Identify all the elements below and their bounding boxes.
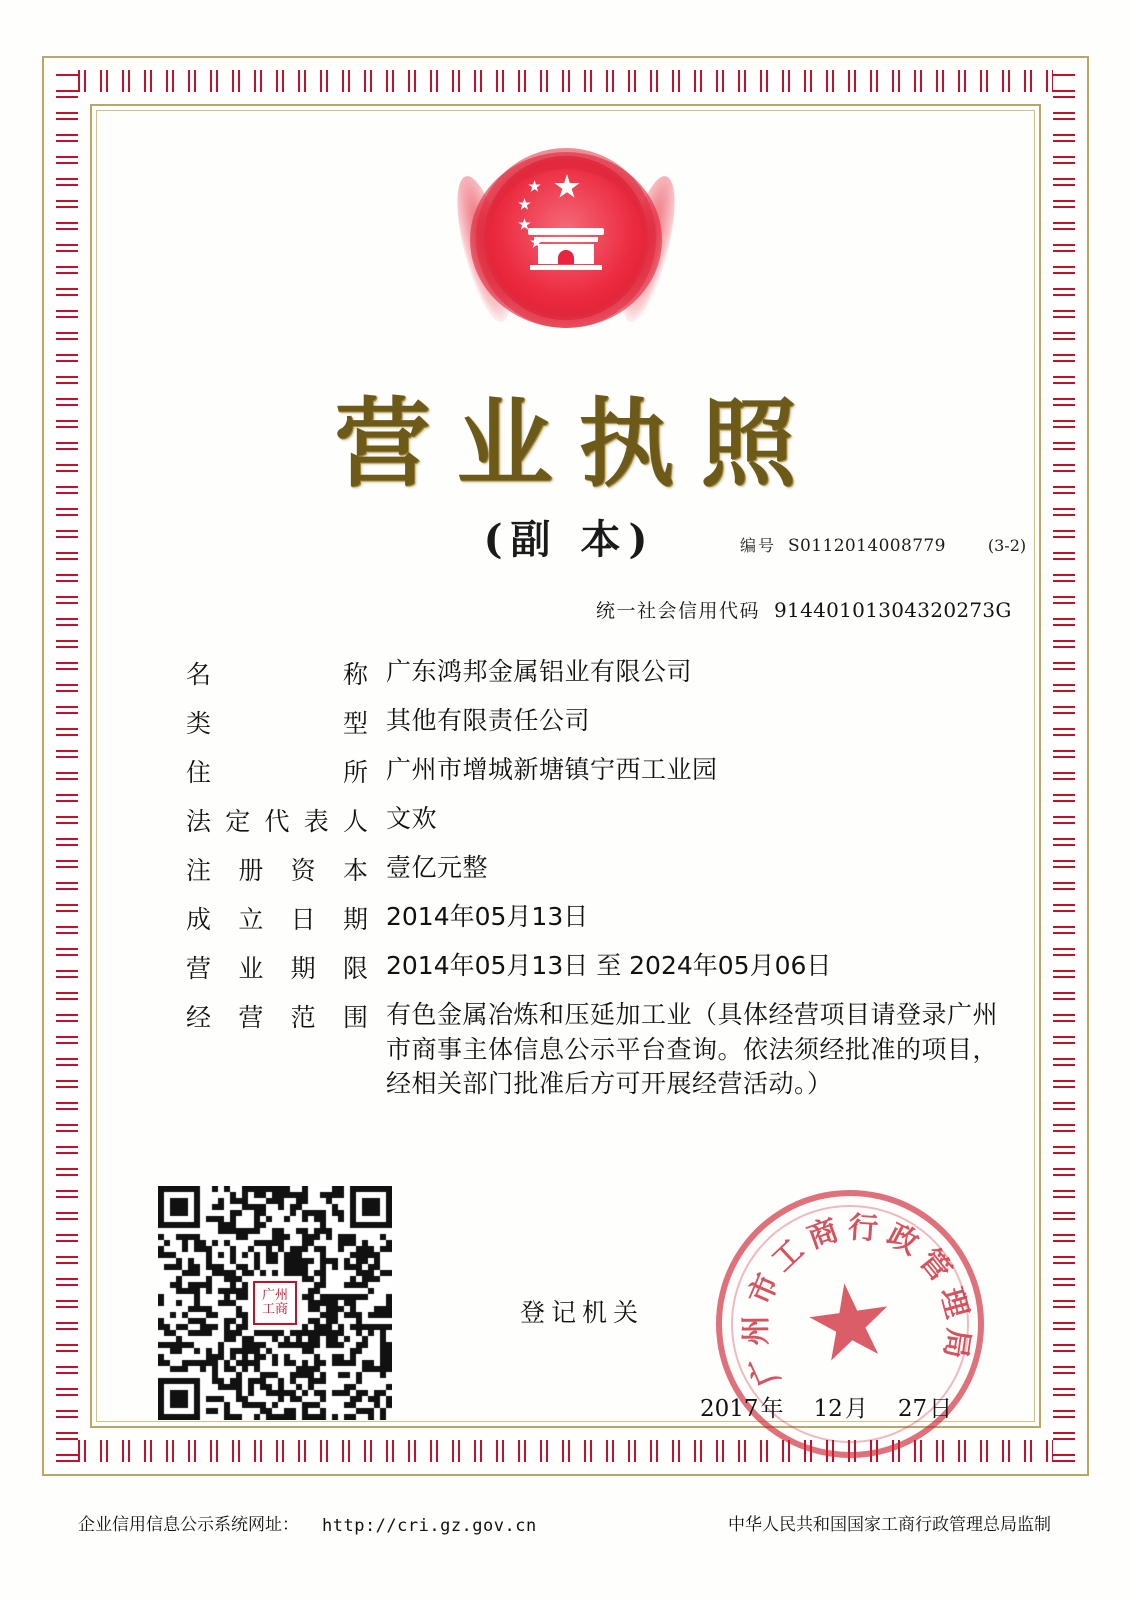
value-address: 广州市增城新塘镇宁西工业园: [386, 755, 718, 784]
field-row-business-term: [186, 949, 1016, 985]
serial-number-suffix: (3-2): [987, 536, 1027, 555]
emblem-tiananmen-icon: [528, 228, 604, 270]
serial-number-label: 编号: [740, 536, 777, 555]
label-company-type: 类 型: [186, 709, 368, 738]
issue-month: 12: [813, 1396, 843, 1422]
credit-code-value: 91440101304320273G: [774, 598, 1012, 622]
serial-number-value: S0112014008779: [788, 536, 946, 556]
issue-date: [700, 1390, 956, 1423]
issue-year: 2017: [700, 1396, 759, 1422]
credit-code-row: [596, 596, 1012, 623]
document-subtitle: (副 本): [483, 516, 656, 563]
border-band-left: [56, 70, 78, 1462]
value-business-term: 2014年05月13日 至 2024年05月06日: [386, 951, 832, 980]
issue-month-unit: 月: [844, 1396, 868, 1422]
serial-number-row: [740, 533, 1050, 556]
label-establish-date: 成 立 日 期: [186, 905, 368, 934]
qr-center-badge: [253, 1281, 297, 1325]
value-registered-capital: 壹亿元整: [386, 853, 489, 882]
credit-code-label: 统一社会信用代码: [596, 600, 761, 622]
field-row-address: [186, 753, 1016, 789]
qr-code[interactable]: [158, 1186, 392, 1420]
qr-center-line1: 广州: [261, 1288, 288, 1303]
field-row-company-name: [186, 655, 1016, 691]
national-emblem-icon: [466, 146, 666, 346]
document-title: 营业执照: [334, 387, 823, 500]
label-registered-capital: 注 册 资 本: [186, 856, 368, 885]
issue-day: 27: [897, 1396, 928, 1422]
qr-center-line2: 工商: [261, 1302, 288, 1317]
footer-url[interactable]: http://cri.gz.gov.cn: [322, 1516, 537, 1536]
issue-year-unit: 年: [760, 1396, 784, 1422]
field-row-business-scope: [186, 998, 1016, 1102]
license-fields: [186, 655, 1016, 1102]
label-business-scope: 经 营 范 围: [186, 1003, 368, 1032]
value-company-type: 其他有限责任公司: [386, 706, 591, 735]
official-red-seal: [699, 1173, 1002, 1476]
field-row-company-type: [186, 704, 1016, 740]
border-band-right: [1053, 70, 1075, 1462]
issue-day-unit: 日: [929, 1396, 953, 1422]
value-establish-date: 2014年05月13日: [386, 902, 589, 931]
field-row-legal-representative: [186, 802, 1016, 838]
footer-right-label: 中华人民共和国国家工商行政管理总局监制: [728, 1515, 1051, 1535]
label-address: 住 所: [186, 758, 368, 787]
value-company-name: 广东鸿邦金属铝业有限公司: [386, 657, 693, 686]
field-row-establish-date: [186, 900, 1016, 936]
label-company-name: 名 称: [186, 660, 368, 689]
registry-authority-label: 登记机关: [520, 1298, 645, 1327]
label-legal-representative: 法 定 代 表 人: [186, 807, 368, 836]
border-band-top: [56, 70, 1075, 92]
value-business-scope: 有色金属冶炼和压延加工业（具体经营项目请登录广州市商事主体信息公示平台查询。依法须经批准的项目，经相关部门批准后方可开展经营活动。）: [386, 1000, 999, 1098]
seal-text-ring: 广 州 市 工 商 行 政 管 理 局: [738, 1210, 976, 1392]
label-business-term: 营 业 期 限: [186, 954, 368, 983]
value-legal-representative: 文欢: [386, 804, 438, 833]
footer-left-label: 企业信用信息公示系统网址：: [78, 1515, 299, 1535]
field-row-registered-capital: [186, 851, 1016, 887]
